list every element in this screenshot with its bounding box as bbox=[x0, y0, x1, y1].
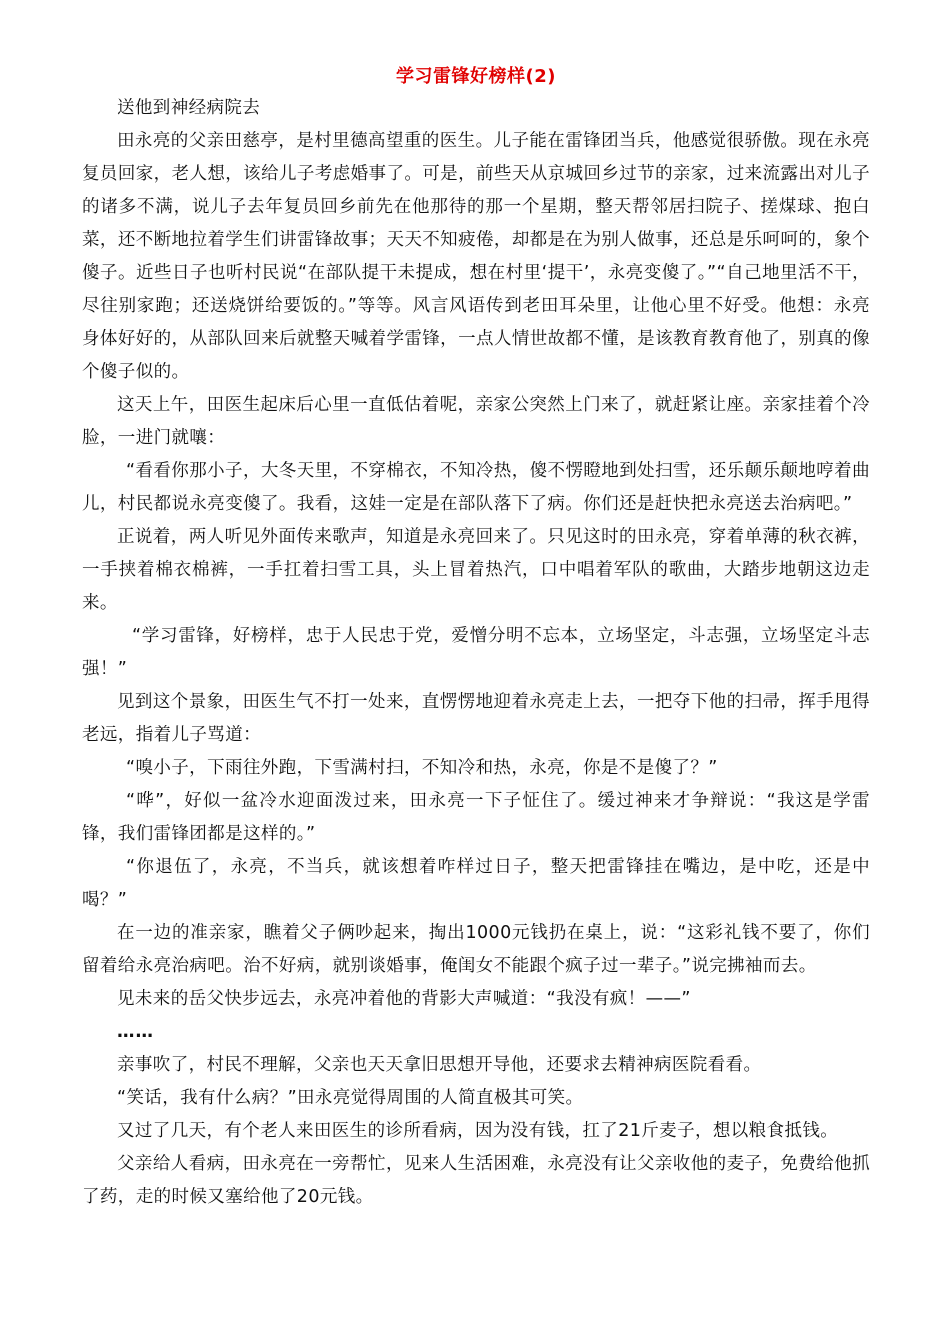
document-title: 学习雷锋好榜样(2) bbox=[396, 66, 556, 87]
quote-paragraph: “你退伍了，永亮，不当兵，就该想着咋样过日子，整天把雷锋挂在嘴边，是中吃，还是中喝？” bbox=[82, 857, 870, 910]
song-lyrics-paragraph: “学习雷锋，好榜样，忠于人民忠于党，爱憎分明不忘本，立场坚定，斗志强，立场坚定斗志强！” bbox=[82, 626, 870, 679]
ellipsis-separator: …… bbox=[117, 1022, 154, 1042]
paragraph: 父亲给人看病，田永亮在一旁帮忙，见来人生活困难，永亮没有让父亲收他的麦子，免费给他抓了药，走的时候又塞给他了20元钱。 bbox=[82, 1154, 870, 1207]
paragraph: 又过了几天，有个老人来田医生的诊所看病，因为没有钱，扛了21斤麦子，想以粮食抵钱。 bbox=[117, 1121, 839, 1141]
quote-paragraph: “看看你那小子，大冬天里，不穿棉衣，不知冷热，傻不愣瞪地到处扫雪，还乐颠乐颠地哼着曲儿，村民都说永亮变傻了。我看，这娃一定是在部队落下了病。你们还是赶快把永亮送去治病吧。” bbox=[82, 461, 870, 514]
quote-paragraph: “哗”，好似一盆冷水迎面泼过来，田永亮一下子怔住了。缓过神来才争辩说：“我这是学雷锋，我们雷锋团都是这样的。” bbox=[82, 791, 870, 844]
paragraph: 田永亮的父亲田慈亭，是村里德高望重的医生。儿子能在雷锋团当兵，他感觉很骄傲。现在永亮复员回家，老人想，该给儿子考虑婚事了。可是，前些天从京城回乡过节的亲家，过来流露出对儿子的诸多不满，说儿子去年复员回乡前先在他那待的那一个星期，整天帮邻居扫院子、搓煤球、抱白菜，还不断地拉着学生们讲雷锋故事；天天不知疲倦，却都是在为别人做事，还总是乐呵呵的，象个傻子。近些日子也听村民说“在部队提干未提成，想在村里‘提干’，永亮变傻了。”“自己地里活不干，尽往别家跑；还送烧饼给要饭的。”等等。风言风语传到老田耳朵里，让他心里不好受。他想：永亮身体好好的，从部队回来后就整天喊着学雷锋，一点人情世故都不懂，是该教育教育他了，别真的像个傻子似的。 bbox=[82, 131, 870, 382]
quote-paragraph: “嗅小子，下雨往外跑，下雪满村扫，不知冷和热，永亮，你是不是傻了？” bbox=[126, 758, 718, 778]
paragraph: 这天上午，田医生起床后心里一直低估着呢，亲家公突然上门来了，就赶紧让座。亲家挂着个冷脸，一进门就嚷： bbox=[82, 395, 870, 448]
section-subtitle: 送他到神经病院去 bbox=[117, 98, 261, 118]
paragraph: 在一边的准亲家，瞧着父子俩吵起来，掏出1000元钱扔在桌上，说：“这彩礼钱不要了，你们留着给永亮治病吧。治不好病，就别谈婚事，俺闺女不能跟个疯子过一辈子。”说完拂袖而去。 bbox=[82, 923, 870, 976]
paragraph: 亲事吹了，村民不理解，父亲也天天拿旧思想开导他，还要求去精神病医院看看。 bbox=[117, 1055, 762, 1075]
paragraph: 见到这个景象，田医生气不打一处来，直愣愣地迎着永亮走上去，一把夺下他的扫帚，挥手甩得老远，指着儿子骂道： bbox=[82, 692, 870, 745]
paragraph: “笑话，我有什么病？”田永亮觉得周围的人简直极其可笑。 bbox=[117, 1088, 584, 1108]
paragraph: 正说着，两人听见外面传来歌声，知道是永亮回来了。只见这时的田永亮，穿着单薄的秋衣裤，一手挟着棉衣棉裤，一手扛着扫雪工具，头上冒着热汽，口中唱着军队的歌曲，大踏步地朝这边走来。 bbox=[82, 527, 870, 613]
document-page bbox=[82, 62, 870, 1214]
paragraph: 见未来的岳父快步远去，永亮冲着他的背影大声喊道：“我没有疯！——” bbox=[117, 989, 691, 1009]
